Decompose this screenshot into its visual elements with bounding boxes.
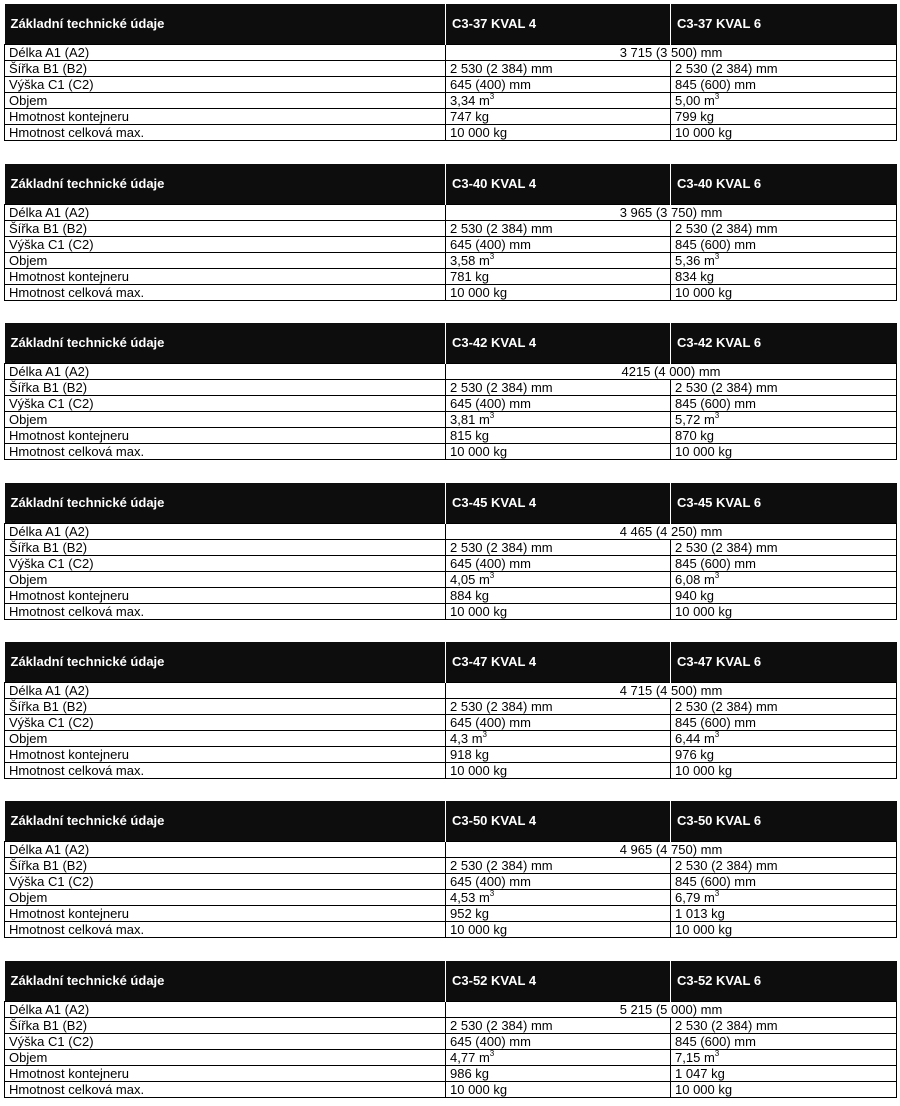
table-row: [5, 236, 897, 252]
table-row: [5, 857, 897, 873]
volume-value: [446, 92, 671, 108]
volume-exponent: 3: [714, 252, 720, 261]
weight-value: 940 kg: [671, 587, 897, 603]
table-row: [5, 363, 897, 379]
volume-number: 3,81: [450, 411, 476, 427]
model-kval-4: C3-52 KVAL 4: [446, 961, 671, 1001]
length-value: 3 715 (3 500) mm: [446, 44, 897, 60]
max-weight-value: 10 000 kg: [671, 1081, 897, 1097]
volume-exponent: 3: [714, 92, 720, 101]
row-label: Hmotnost celková max.: [5, 124, 446, 140]
volume-value: [671, 252, 897, 268]
row-label: Délka A1 (A2): [5, 523, 446, 539]
header-label: Základní technické údaje: [5, 164, 446, 204]
header-label: Základní technické údaje: [5, 4, 446, 44]
height-value: 845 (600) mm: [671, 873, 897, 889]
height-value: 645 (400) mm: [446, 236, 671, 252]
width-value: 2 530 (2 384) mm: [671, 379, 897, 395]
row-label: Výška C1 (C2): [5, 714, 446, 730]
spec-table: [4, 642, 897, 779]
volume-number: 5,00: [675, 92, 701, 108]
row-label: Šířka B1 (B2): [5, 857, 446, 873]
row-label: Hmotnost kontejneru: [5, 1065, 446, 1081]
volume-unit: m: [478, 889, 490, 905]
row-label: Hmotnost celková max.: [5, 284, 446, 300]
width-value: 2 530 (2 384) mm: [671, 60, 897, 76]
volume-number: 5,36: [675, 252, 701, 268]
model-kval-6: C3-45 KVAL 6: [671, 483, 897, 523]
max-weight-value: 10 000 kg: [446, 1081, 671, 1097]
row-label: Hmotnost kontejneru: [5, 587, 446, 603]
row-label: Délka A1 (A2): [5, 841, 446, 857]
length-value: 4215 (4 000) mm: [446, 363, 897, 379]
row-label: Výška C1 (C2): [5, 555, 446, 571]
volume-exponent: 3: [489, 571, 495, 580]
height-value: 845 (600) mm: [671, 395, 897, 411]
row-label: Objem: [5, 1049, 446, 1065]
table-row: [5, 411, 897, 427]
volume-exponent: 3: [489, 252, 495, 261]
weight-value: 952 kg: [446, 905, 671, 921]
row-label: Objem: [5, 889, 446, 905]
model-kval-6: C3-50 KVAL 6: [671, 801, 897, 841]
model-kval-4: C3-37 KVAL 4: [446, 4, 671, 44]
max-weight-value: 10 000 kg: [671, 443, 897, 459]
table-row: [5, 873, 897, 889]
volume-value: [446, 252, 671, 268]
row-label: Výška C1 (C2): [5, 76, 446, 92]
spec-table: [4, 4, 897, 141]
length-value: 5 215 (5 000) mm: [446, 1001, 897, 1017]
row-label: Výška C1 (C2): [5, 1033, 446, 1049]
weight-value: 747 kg: [446, 108, 671, 124]
width-value: 2 530 (2 384) mm: [671, 1017, 897, 1033]
width-value: 2 530 (2 384) mm: [446, 379, 671, 395]
table-header-row: [5, 4, 897, 44]
volume-number: 6,08: [675, 571, 701, 587]
weight-value: 781 kg: [446, 268, 671, 284]
width-value: 2 530 (2 384) mm: [446, 857, 671, 873]
row-label: Hmotnost celková max.: [5, 1081, 446, 1097]
width-value: 2 530 (2 384) mm: [446, 1017, 671, 1033]
row-label: Hmotnost celková max.: [5, 762, 446, 778]
volume-exponent: 3: [714, 730, 720, 739]
row-label: Délka A1 (A2): [5, 44, 446, 60]
max-weight-value: 10 000 kg: [446, 284, 671, 300]
row-label: Délka A1 (A2): [5, 682, 446, 698]
max-weight-value: 10 000 kg: [671, 921, 897, 937]
row-label: Hmotnost kontejneru: [5, 905, 446, 921]
volume-value: [446, 1049, 671, 1065]
table-row: [5, 220, 897, 236]
volume-number: 6,79: [675, 889, 701, 905]
volume-unit: m: [471, 730, 483, 746]
row-label: Šířka B1 (B2): [5, 379, 446, 395]
row-label: Šířka B1 (B2): [5, 60, 446, 76]
table-row: [5, 108, 897, 124]
table-row: [5, 268, 897, 284]
table-row: [5, 905, 897, 921]
width-value: 2 530 (2 384) mm: [671, 698, 897, 714]
volume-unit: m: [478, 1049, 490, 1065]
width-value: 2 530 (2 384) mm: [446, 220, 671, 236]
table-row: [5, 714, 897, 730]
header-label: Základní technické údaje: [5, 961, 446, 1001]
row-label: Výška C1 (C2): [5, 236, 446, 252]
length-value: 4 465 (4 250) mm: [446, 523, 897, 539]
volume-exponent: 3: [489, 1049, 495, 1058]
table-header-row: [5, 642, 897, 682]
row-label: Výška C1 (C2): [5, 395, 446, 411]
header-label: Základní technické údaje: [5, 483, 446, 523]
width-value: 2 530 (2 384) mm: [446, 539, 671, 555]
weight-value: 1 047 kg: [671, 1065, 897, 1081]
volume-exponent: 3: [714, 571, 720, 580]
weight-value: 976 kg: [671, 746, 897, 762]
volume-unit: m: [703, 571, 715, 587]
volume-number: 6,44: [675, 730, 701, 746]
row-label: Šířka B1 (B2): [5, 220, 446, 236]
volume-value: [671, 411, 897, 427]
width-value: 2 530 (2 384) mm: [671, 220, 897, 236]
volume-value: [446, 571, 671, 587]
max-weight-value: 10 000 kg: [446, 921, 671, 937]
weight-value: 986 kg: [446, 1065, 671, 1081]
table-row: [5, 60, 897, 76]
model-kval-6: C3-42 KVAL 6: [671, 323, 897, 363]
table-row: [5, 603, 897, 619]
table-row: [5, 76, 897, 92]
width-value: 2 530 (2 384) mm: [671, 539, 897, 555]
table-row: [5, 1033, 897, 1049]
weight-value: 834 kg: [671, 268, 897, 284]
length-value: 4 715 (4 500) mm: [446, 682, 897, 698]
weight-value: 918 kg: [446, 746, 671, 762]
volume-number: 5,72: [675, 411, 701, 427]
volume-number: 4,77: [450, 1049, 476, 1065]
volume-value: [671, 1049, 897, 1065]
table-row: [5, 1001, 897, 1017]
height-value: 645 (400) mm: [446, 395, 671, 411]
table-row: [5, 889, 897, 905]
row-label: Objem: [5, 411, 446, 427]
row-label: Hmotnost kontejneru: [5, 268, 446, 284]
volume-unit: m: [703, 1049, 715, 1065]
volume-unit: m: [703, 252, 715, 268]
volume-unit: m: [478, 571, 490, 587]
table-row: [5, 1081, 897, 1097]
table-row: [5, 427, 897, 443]
volume-number: 3,58: [450, 252, 476, 268]
volume-value: [671, 889, 897, 905]
row-label: Šířka B1 (B2): [5, 698, 446, 714]
height-value: 845 (600) mm: [671, 236, 897, 252]
table-row: [5, 698, 897, 714]
row-label: Objem: [5, 730, 446, 746]
spec-table: [4, 323, 897, 460]
volume-exponent: 3: [489, 92, 495, 101]
model-kval-4: C3-50 KVAL 4: [446, 801, 671, 841]
header-label: Základní technické údaje: [5, 801, 446, 841]
height-value: 645 (400) mm: [446, 1033, 671, 1049]
row-label: Hmotnost kontejneru: [5, 746, 446, 762]
volume-exponent: 3: [489, 889, 495, 898]
row-label: Hmotnost kontejneru: [5, 108, 446, 124]
table-row: [5, 204, 897, 220]
table-header-row: [5, 164, 897, 204]
table-row: [5, 746, 897, 762]
table-row: [5, 539, 897, 555]
volume-number: 7,15: [675, 1049, 701, 1065]
model-kval-4: C3-42 KVAL 4: [446, 323, 671, 363]
table-row: [5, 523, 897, 539]
volume-exponent: 3: [714, 889, 720, 898]
table-row: [5, 571, 897, 587]
spec-table: [4, 164, 897, 301]
volume-number: 4,3: [450, 730, 469, 746]
table-row: [5, 682, 897, 698]
model-kval-6: C3-47 KVAL 6: [671, 642, 897, 682]
row-label: Hmotnost kontejneru: [5, 427, 446, 443]
volume-value: [671, 730, 897, 746]
model-kval-4: C3-47 KVAL 4: [446, 642, 671, 682]
row-label: Hmotnost celková max.: [5, 921, 446, 937]
row-label: Objem: [5, 571, 446, 587]
row-label: Délka A1 (A2): [5, 1001, 446, 1017]
volume-exponent: 3: [482, 730, 487, 739]
width-value: 2 530 (2 384) mm: [446, 698, 671, 714]
table-row: [5, 555, 897, 571]
max-weight-value: 10 000 kg: [671, 284, 897, 300]
volume-value: [446, 889, 671, 905]
volume-unit: m: [703, 730, 715, 746]
length-value: 4 965 (4 750) mm: [446, 841, 897, 857]
volume-value: [671, 92, 897, 108]
table-row: [5, 395, 897, 411]
table-row: [5, 443, 897, 459]
table-row: [5, 44, 897, 60]
model-kval-6: C3-37 KVAL 6: [671, 4, 897, 44]
height-value: 845 (600) mm: [671, 1033, 897, 1049]
height-value: 645 (400) mm: [446, 873, 671, 889]
row-label: Hmotnost celková max.: [5, 603, 446, 619]
row-label: Délka A1 (A2): [5, 204, 446, 220]
model-kval-4: C3-45 KVAL 4: [446, 483, 671, 523]
volume-unit: m: [478, 92, 490, 108]
spec-table: [4, 483, 897, 620]
height-value: 645 (400) mm: [446, 714, 671, 730]
volume-value: [671, 571, 897, 587]
volume-unit: m: [478, 411, 490, 427]
table-row: [5, 284, 897, 300]
table-row: [5, 587, 897, 603]
max-weight-value: 10 000 kg: [446, 124, 671, 140]
table-row: [5, 762, 897, 778]
table-row: [5, 379, 897, 395]
model-kval-4: C3-40 KVAL 4: [446, 164, 671, 204]
table-header-row: [5, 961, 897, 1001]
length-value: 3 965 (3 750) mm: [446, 204, 897, 220]
row-label: Šířka B1 (B2): [5, 539, 446, 555]
table-header-row: [5, 323, 897, 363]
weight-value: 815 kg: [446, 427, 671, 443]
table-row: [5, 841, 897, 857]
volume-unit: m: [703, 92, 715, 108]
spec-table: [4, 961, 897, 1098]
volume-number: 3,34: [450, 92, 476, 108]
table-row: [5, 92, 897, 108]
row-label: Objem: [5, 252, 446, 268]
row-label: Výška C1 (C2): [5, 873, 446, 889]
max-weight-value: 10 000 kg: [671, 124, 897, 140]
volume-unit: m: [478, 252, 490, 268]
max-weight-value: 10 000 kg: [446, 762, 671, 778]
volume-exponent: 3: [714, 411, 720, 420]
table-row: [5, 1017, 897, 1033]
max-weight-value: 10 000 kg: [446, 443, 671, 459]
row-label: Hmotnost celková max.: [5, 443, 446, 459]
weight-value: 799 kg: [671, 108, 897, 124]
weight-value: 1 013 kg: [671, 905, 897, 921]
row-label: Šířka B1 (B2): [5, 1017, 446, 1033]
spec-table: [4, 801, 897, 938]
model-kval-6: C3-40 KVAL 6: [671, 164, 897, 204]
max-weight-value: 10 000 kg: [671, 603, 897, 619]
height-value: 845 (600) mm: [671, 555, 897, 571]
table-header-row: [5, 801, 897, 841]
volume-unit: m: [703, 411, 715, 427]
header-label: Základní technické údaje: [5, 323, 446, 363]
weight-value: 870 kg: [671, 427, 897, 443]
table-row: [5, 921, 897, 937]
row-label: Objem: [5, 92, 446, 108]
row-label: Délka A1 (A2): [5, 363, 446, 379]
height-value: 845 (600) mm: [671, 714, 897, 730]
table-row: [5, 1049, 897, 1065]
table-header-row: [5, 483, 897, 523]
max-weight-value: 10 000 kg: [671, 762, 897, 778]
height-value: 645 (400) mm: [446, 555, 671, 571]
volume-value: [446, 730, 671, 746]
max-weight-value: 10 000 kg: [446, 603, 671, 619]
volume-number: 4,53: [450, 889, 476, 905]
height-value: 645 (400) mm: [446, 76, 671, 92]
volume-exponent: 3: [489, 411, 495, 420]
width-value: 2 530 (2 384) mm: [671, 857, 897, 873]
volume-exponent: 3: [714, 1049, 720, 1058]
header-label: Základní technické údaje: [5, 642, 446, 682]
volume-number: 4,05: [450, 571, 476, 587]
volume-value: [446, 411, 671, 427]
weight-value: 884 kg: [446, 587, 671, 603]
table-row: [5, 1065, 897, 1081]
table-row: [5, 730, 897, 746]
table-row: [5, 124, 897, 140]
height-value: 845 (600) mm: [671, 76, 897, 92]
table-row: [5, 252, 897, 268]
volume-unit: m: [703, 889, 715, 905]
model-kval-6: C3-52 KVAL 6: [671, 961, 897, 1001]
width-value: 2 530 (2 384) mm: [446, 60, 671, 76]
